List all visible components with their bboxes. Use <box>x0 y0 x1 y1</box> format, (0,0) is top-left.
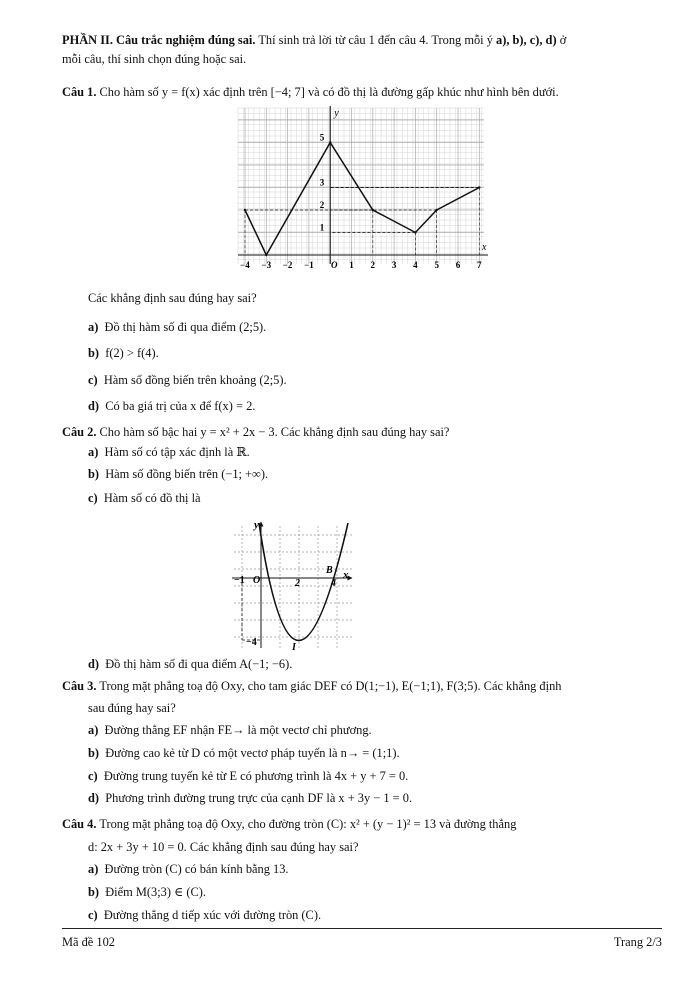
x-tick-label: −2 <box>282 260 293 270</box>
q3-label: Câu 3. <box>62 679 97 693</box>
q3-item-label: a) <box>88 723 99 737</box>
q4-item-text: Đường thẳng d tiếp xúc với đường tròn (C). <box>103 908 322 922</box>
q2-tick-neg1: −1 <box>234 575 245 586</box>
q2-tick-neg4: −4 <box>246 637 257 648</box>
q1-item-label: a) <box>88 320 99 334</box>
q2-text: Cho hàm số bậc hai y = x² + 2x − 3. Các khẳng định sau đúng hay sai? <box>99 425 450 439</box>
x-tick-label: 4 <box>413 260 418 270</box>
section-intro-line1 <box>62 32 566 48</box>
footer-exam-code: Mã đề 102 <box>62 935 115 949</box>
section-intro-line2: mỗi câu, thí sinh chọn đúng hoặc sai. <box>62 52 247 66</box>
q4-item-c <box>88 907 321 923</box>
q1-item-text: Hàm số đồng biến trên khoảng (2;5). <box>103 373 287 387</box>
y-tick-label: 1 <box>319 222 325 233</box>
q2-statement <box>62 424 449 440</box>
section-title: PHẦN II. Câu trắc nghiệm đúng sai. <box>62 33 256 47</box>
data-point <box>329 141 331 143</box>
q2-item-a <box>88 444 250 460</box>
x-tick-label: O <box>330 260 338 270</box>
q2-y-label: y <box>254 519 259 531</box>
x-tick-label: −3 <box>261 260 272 270</box>
q2-label: Câu 2. <box>62 425 97 439</box>
x-tick-label: 3 <box>391 260 397 270</box>
q2-item-label: d) <box>88 657 100 671</box>
q2-item-c <box>88 490 201 506</box>
q4-item-label: a) <box>88 862 99 876</box>
x-tick-label: 7 <box>477 260 482 270</box>
q2-item-label: a) <box>88 445 99 459</box>
q3-item-text: Đường thẳng EF nhận FE→ là một vectơ chỉ phương. <box>104 723 372 737</box>
footer-rule <box>62 928 662 929</box>
q4-text: Trong mặt phẳng toạ độ Oxy, cho đường tròn (C): x² + (y − 1)² = 13 và đường thẳng <box>99 817 517 831</box>
q3-item-text: Đường cao kẻ từ D có một vectơ pháp tuyến là n→ = (1;1). <box>105 746 400 760</box>
q1-y-axis-label: y <box>334 108 339 119</box>
data-point <box>372 209 374 211</box>
q4-item-text: Điểm M(3;3) ∈ (C). <box>105 885 206 899</box>
q4-item-text: Đường tròn (C) có bán kính bằng 13. <box>104 862 289 876</box>
x-tick-label: −1 <box>304 260 314 270</box>
q2-item-text: Hàm số có đồ thị là <box>103 491 201 505</box>
q1-graph-polyline <box>245 143 479 256</box>
q2-point-i: I <box>292 642 296 652</box>
x-tick-label: 1 <box>349 260 354 270</box>
x-tick-label: 2 <box>370 260 376 270</box>
data-point <box>478 186 480 188</box>
q1-item-text: Có ba giá trị của x để f(x) = 2. <box>105 399 256 413</box>
q1-label: Câu 1. <box>62 85 97 99</box>
q1-item-text: Đồ thị hàm số đi qua điểm (2;5). <box>104 320 267 334</box>
q1-item-c <box>88 372 287 388</box>
q3-item-label: c) <box>88 769 98 783</box>
q1-prompt: Các khẳng định sau đúng hay sai? <box>88 291 257 305</box>
q2-item-label: c) <box>88 491 98 505</box>
q2-point-b: B <box>326 565 333 576</box>
q2-item-text: Hàm số đồng biến trên (−1; +∞). <box>105 467 269 481</box>
q1-item-a <box>88 319 266 335</box>
x-tick-label: −4 <box>240 260 250 270</box>
q2-x-label: x <box>343 569 349 581</box>
q1-item-label: d) <box>88 399 100 413</box>
section-intro-tail: ở <box>559 33 567 47</box>
q3-statement <box>62 678 561 694</box>
q2-origin: O <box>253 575 261 586</box>
q2-item-d <box>88 656 292 672</box>
q3-item-a <box>88 722 372 738</box>
q2-parabola-graph <box>228 518 356 652</box>
q2-tick-4: 4 <box>331 578 336 589</box>
q3-item-text: Đường trung tuyến kẻ từ E có phương trình là 4x + y + 7 = 0. <box>103 769 409 783</box>
q4-item-b <box>88 884 206 900</box>
q2-item-text: Đồ thị hàm số đi qua điểm A(−1; −6). <box>105 657 293 671</box>
q1-item-b <box>88 345 159 361</box>
q1-item-label: c) <box>88 373 98 387</box>
q1-item-label: b) <box>88 346 100 360</box>
q4-item-label: b) <box>88 885 100 899</box>
q3-text-line2: sau đúng hay sai? <box>88 701 176 715</box>
q4-statement <box>62 816 516 832</box>
section-intro-options: a), b), c), d) <box>496 33 557 47</box>
data-point <box>265 254 267 256</box>
x-tick-label: 6 <box>455 260 461 270</box>
y-tick-label: 5 <box>319 132 325 143</box>
q2-item-label: b) <box>88 467 100 481</box>
section-intro: Thí sinh trả lời từ câu 1 đến câu 4. Trong mỗi ý <box>258 33 493 47</box>
q2-tick-2: 2 <box>295 578 300 589</box>
q3-item-label: d) <box>88 791 100 805</box>
q1-graph <box>228 104 492 276</box>
q3-item-d <box>88 790 412 806</box>
q3-item-b <box>88 745 400 761</box>
q1-item-d <box>88 398 255 414</box>
q4-text-line2: d: 2x + 3y + 10 = 0. Các khẳng định sau đúng hay sai? <box>88 840 359 854</box>
q4-item-label: c) <box>88 908 98 922</box>
data-point <box>436 209 438 211</box>
q4-label: Câu 4. <box>62 817 97 831</box>
q2-item-text: Hàm số có tập xác định là ℝ. <box>104 445 250 459</box>
data-point <box>414 231 416 233</box>
y-tick-label: 3 <box>319 177 325 188</box>
q3-item-c <box>88 768 408 784</box>
y-tick-label: 2 <box>319 200 325 210</box>
data-point <box>244 209 246 211</box>
x-tick-label: 5 <box>434 260 439 270</box>
q1-item-text: f(2) > f(4). <box>105 346 159 360</box>
q1-text: Cho hàm số y = f(x) xác định trên [−4; 7] và có đồ thị là đường gấp khúc như hình bên dưới. <box>99 85 559 99</box>
q3-item-label: b) <box>88 746 100 760</box>
q1-x-axis-label: x <box>482 242 487 253</box>
q3-text: Trong mặt phẳng toạ độ Oxy, cho tam giác DEF có D(1;−1), E(−1;1), F(3;5). Các khẳng định <box>99 679 562 693</box>
q1-statement <box>62 84 559 100</box>
q3-item-text: Phương trình đường trung trực của cạnh DF là x + 3y − 1 = 0. <box>105 791 413 805</box>
q2-item-b <box>88 466 268 482</box>
footer-page-number: Trang 2/3 <box>613 935 662 949</box>
q4-item-a <box>88 861 289 877</box>
